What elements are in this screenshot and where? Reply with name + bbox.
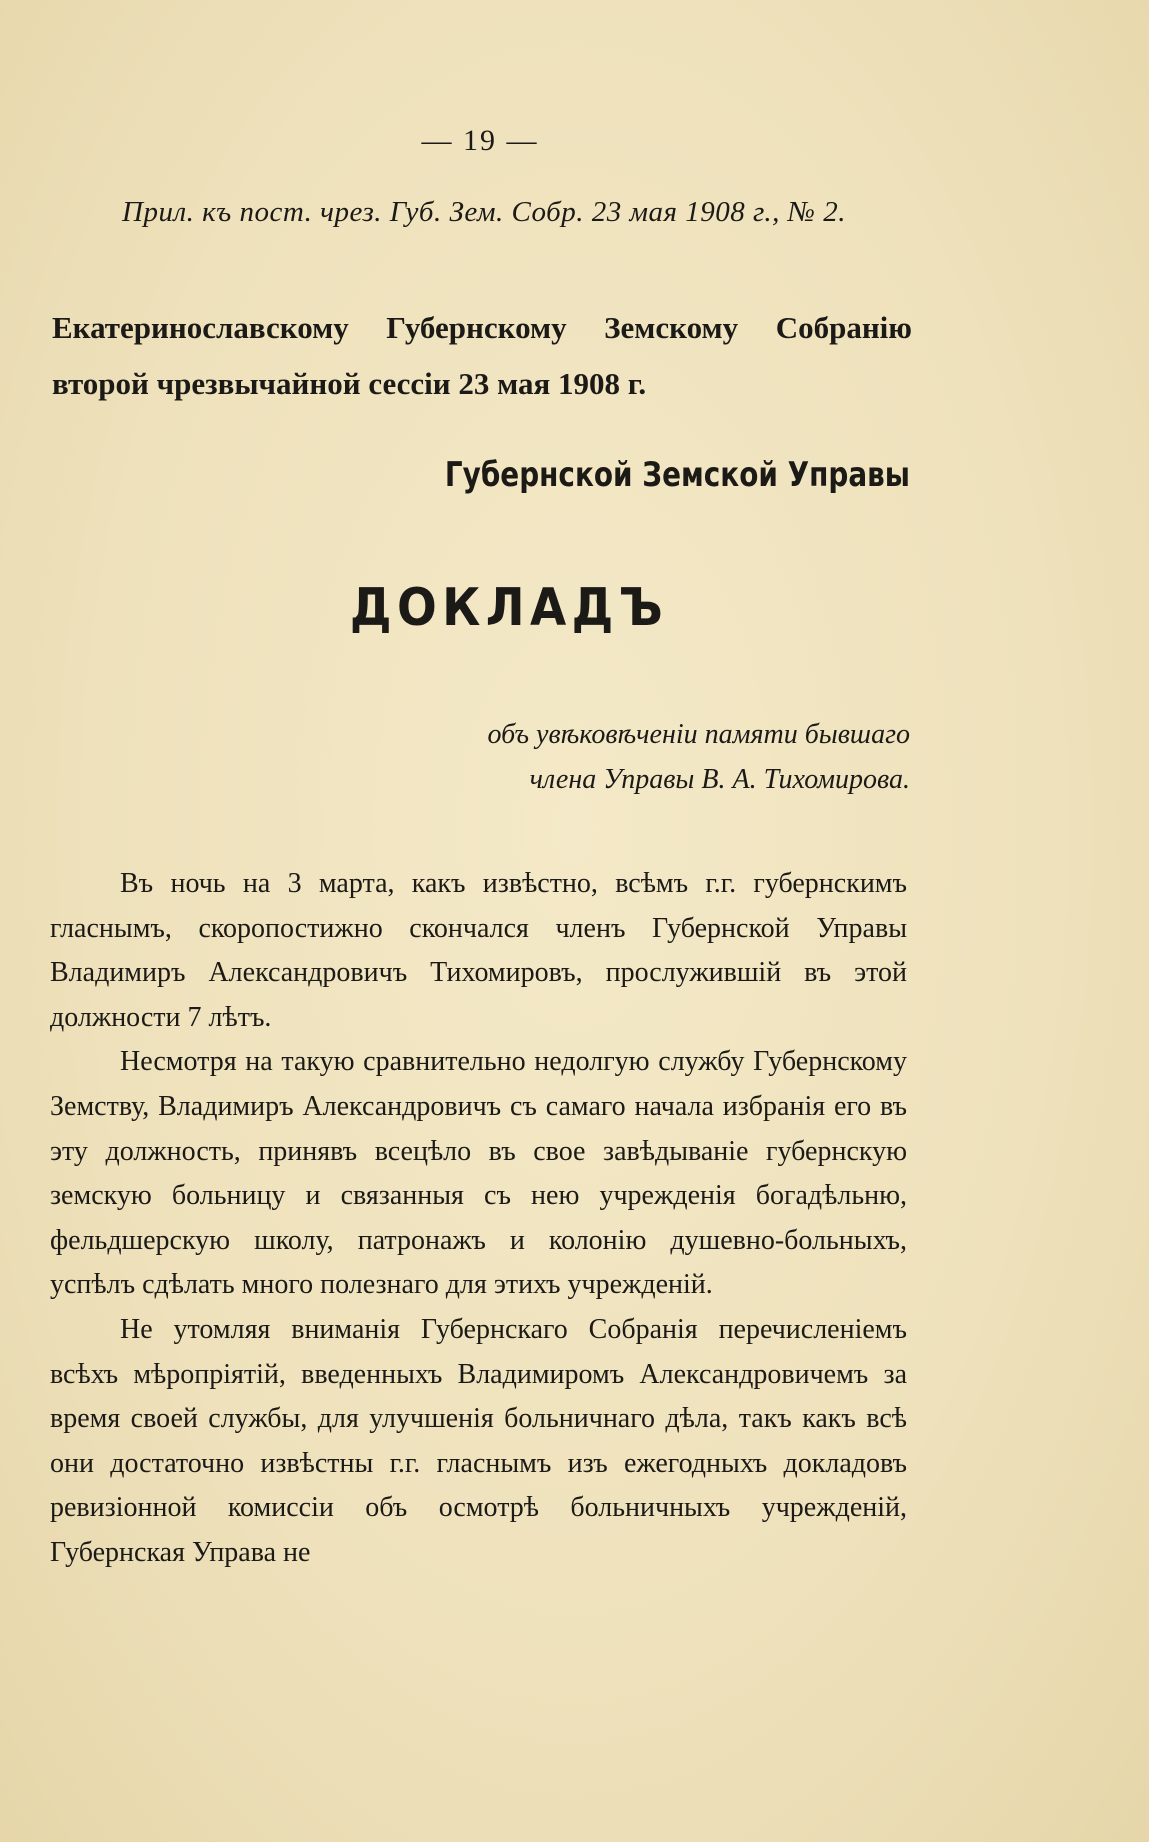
addressee-heading: Екатеринославскому Губернскому Земскому Собранію второй чрезвычайной сессіи 23 мая 1908 г.	[52, 310, 912, 401]
issuer-heading: Губернской Земской Управы	[444, 455, 910, 495]
page-number: — 19 —	[421, 124, 539, 157]
paragraph-1: Въ ночь на 3 марта, какъ извѣстно, всѣмъ г.г. губернскимъ гласнымъ, скоропостижно скончался членъ Губернской Управы Владимиръ Александровичъ Тихомировъ, прослужившій въ этой должности 7 лѣтъ.	[50, 868, 907, 1033]
subject-line-1: объ увѣковѣченіи памяти бывшаго	[487, 719, 910, 750]
subject-block	[300, 712, 910, 802]
appendix-note: Прил. къ пост. чрез. Губ. Зем. Собр. 23 мая 1908 г., № 2.	[122, 196, 846, 228]
paragraph-3: Не утомляя вниманія Губернскаго Собранія перечисленіемъ всѣхъ мѣропріятій, введенныхъ Владимиромъ Александровичемъ за время своей службы, для улучшенія больничнаго дѣла, такъ какъ всѣ они достаточно извѣстны г.г. гласнымъ изъ ежегодныхъ докладовъ ревизіонной комиссіи объ осмотрѣ больничныхъ учрежденій, Губернская Управа не	[50, 1313, 907, 1568]
subject-line-2: члена Управы В. А. Тихомирова.	[529, 764, 910, 795]
paragraph-2: Несмотря на такую сравнительно недолгую службу Губернскому Земству, Владимиръ Александровичъ съ самаго начала избранія его въ эту должность, принявъ всецѣло въ свое завѣдываніе губернскую земскую больницу и связанныя съ нею учрежденія богадѣльню, фельдшерскую школу, патронажъ и колонію душевно-больныхъ, успѣлъ сдѣлать много полезнаго для этихъ учрежденій.	[50, 1046, 907, 1301]
body-text	[50, 862, 907, 1576]
document-title: ДОКЛАДЪ	[349, 578, 669, 638]
